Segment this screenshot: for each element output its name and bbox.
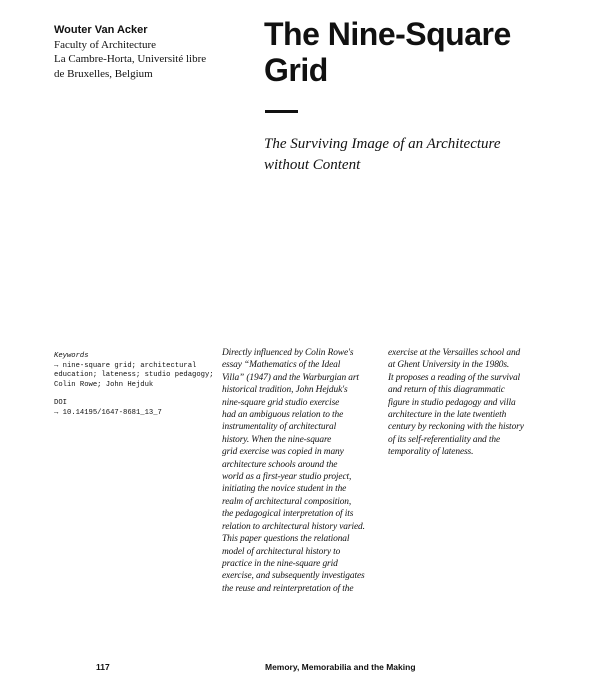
keywords-line: → nine-square grid; architectural — [54, 361, 197, 370]
subtitle-line: without Content — [264, 157, 361, 173]
abstract-line: architecture schools around the — [222, 459, 338, 470]
keywords-line: education; lateness; studio pedagogy; — [54, 371, 214, 379]
author-name: Wouter Van Acker — [54, 24, 148, 36]
abstract-line: relation to architectural history varied. — [222, 521, 365, 532]
abstract-line: and return of this diagrammatic — [388, 385, 505, 396]
abstract-line: Villa” (1947) and the Warburgian art — [222, 372, 359, 383]
abstract-line: world as a first-year studio project, — [222, 472, 352, 483]
article-title — [264, 16, 584, 88]
doi-value: → 10.14195/1647-8681_13_7 — [54, 408, 162, 417]
abstract-line: instrumentality of architectural — [222, 422, 337, 433]
running-title: Memory, Memorabilia and the Making — [265, 662, 416, 672]
author-block — [54, 23, 254, 81]
title-divider — [265, 110, 298, 113]
abstract-line: exercise at the Versailles school and — [388, 348, 521, 358]
abstract-line: temporality of lateness. — [388, 447, 474, 458]
abstract-line: architecture in the late twentieth — [388, 410, 507, 421]
abstract-line: century by reckoning with the history — [388, 422, 524, 433]
abstract-line: of its self-referentiality and the — [388, 434, 501, 445]
title-line: Grid — [264, 52, 328, 88]
abstract-line: had an ambiguous relation to the — [222, 410, 344, 421]
abstract-line: exercise, and subsequently investigates — [222, 571, 365, 582]
keywords-line: Colin Rowe; John Hejduk — [54, 380, 154, 389]
abstract-column-2 — [388, 347, 548, 459]
abstract-line: It proposes a reading of the survival — [388, 372, 521, 383]
abstract-line: history. When the nine-square — [222, 434, 332, 445]
abstract-line: practice in the nine-square grid — [222, 558, 338, 569]
affiliation-line: Faculty of Architecture — [54, 38, 157, 51]
abstract-line: initiating the novice student in the — [222, 484, 347, 495]
abstract-line: This paper questions the relational — [222, 534, 350, 545]
abstract-line: Directly influenced by Colin Rowe's — [222, 348, 354, 358]
doi-label: DOI — [54, 399, 67, 407]
abstract-line: the reuse and reinterpretation of the — [222, 583, 354, 594]
abstract-line: nine-square grid studio exercise — [222, 397, 340, 408]
article-subtitle — [264, 134, 584, 176]
keywords-label: Keywords — [54, 352, 89, 360]
abstract-column-1 — [222, 347, 384, 595]
affiliation-line: La Cambre-Horta, Université libre — [54, 53, 207, 65]
title-line: The Nine-Square — [264, 16, 511, 52]
abstract-line: essay “Mathematics of the Ideal — [222, 360, 341, 371]
subtitle-line: The Surviving Image of an Architecture — [264, 136, 501, 152]
abstract-line: grid exercise was copied in many — [222, 447, 344, 458]
article-metadata — [54, 352, 224, 418]
abstract-line: model of architectural history to — [222, 546, 341, 557]
abstract-line: historical tradition, John Hejduk's — [222, 385, 348, 396]
meta-spacer — [54, 390, 224, 399]
abstract-line: at Ghent University in the 1980s. — [388, 360, 510, 371]
abstract-line: figure in studio pedagogy and villa — [388, 397, 516, 408]
abstract-line: realm of architectural composition, — [222, 496, 352, 507]
page-number: 117 — [96, 662, 110, 672]
abstract-line: the pedagogical interpretation of its — [222, 509, 354, 520]
affiliation-line: de Bruxelles, Belgium — [54, 67, 153, 80]
